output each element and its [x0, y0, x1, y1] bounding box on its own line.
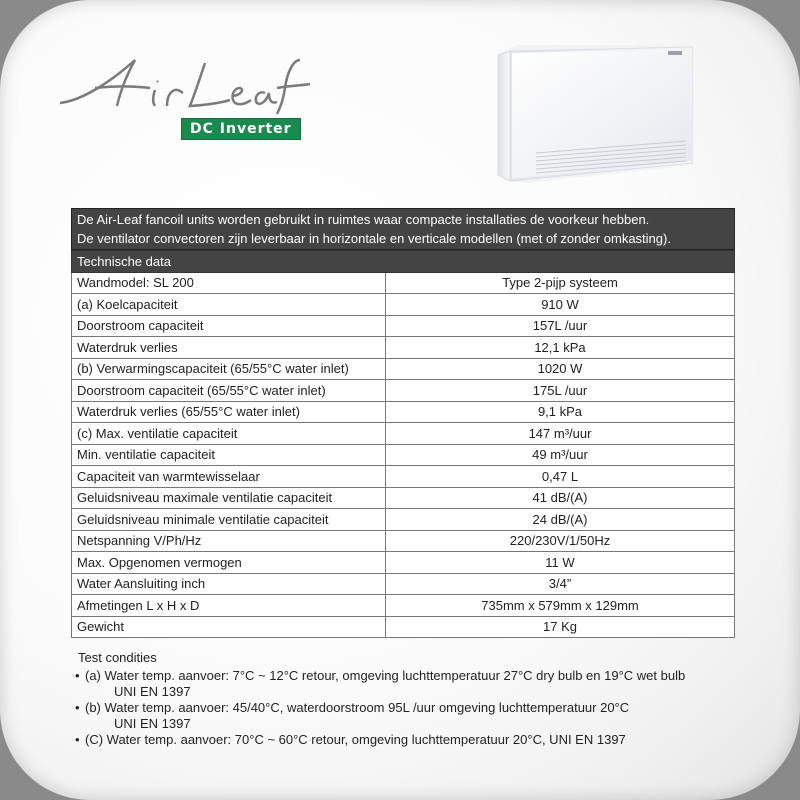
- table-row: [72, 616, 735, 638]
- row-label: (a) Koelcapaciteit: [72, 294, 386, 316]
- bullet-icon: •: [75, 668, 80, 683]
- row-label: Netspanning V/Ph/Hz: [72, 530, 386, 552]
- row-value: 0,47 L: [386, 466, 735, 488]
- table-row: [72, 552, 735, 574]
- table-row: [72, 530, 735, 552]
- dc-inverter-badge: DC Inverter: [181, 118, 301, 140]
- table-header: Technische data: [72, 251, 735, 273]
- airleaf-script-logo: [55, 48, 315, 118]
- list-item: [75, 700, 755, 732]
- row-label: Gewicht: [72, 616, 386, 638]
- note-line: (b) Water temp. aanvoer: 45/40°C, waterdoorstroom 95L /uur omgeving luchttemperatuur 20°C: [85, 700, 630, 715]
- intro-text: [71, 208, 735, 250]
- table-row: [72, 595, 735, 617]
- row-value: 3/4”: [386, 573, 735, 595]
- table-row: [72, 487, 735, 509]
- note-line: (a) Water temp. aanvoer: 7°C ~ 12°C retour, omgeving luchttemperatuur 27°C dry bulb en 19°C wet bulb: [85, 668, 686, 683]
- row-value: 175L /uur: [386, 380, 735, 402]
- table-row: [72, 294, 735, 316]
- list-item: [75, 668, 755, 700]
- table-row: [72, 401, 735, 423]
- fancoil-unit-image: [496, 43, 694, 183]
- intro-line-2: De ventilator convectoren zijn leverbaar in horizontale en verticale modellen (met of zonder omkasting).: [77, 231, 671, 246]
- table-row: [72, 315, 735, 337]
- row-value: 49 m³/uur: [386, 444, 735, 466]
- row-label: Waterdruk verlies: [72, 337, 386, 359]
- row-label: Geluidsniveau minimale ventilatie capaciteit: [72, 509, 386, 531]
- row-value: 910 W: [386, 294, 735, 316]
- row-value: 41 dB/(A): [386, 487, 735, 509]
- bullet-icon: •: [75, 700, 80, 715]
- table-row: [72, 509, 735, 531]
- row-label: Geluidsniveau maximale ventilatie capaciteit: [72, 487, 386, 509]
- table-row: [72, 272, 735, 294]
- note-continuation: UNI EN 1397: [114, 684, 191, 699]
- row-value: 24 dB/(A): [386, 509, 735, 531]
- row-value: 1020 W: [386, 358, 735, 380]
- row-label: (b) Verwarmingscapaciteit (65/55°C water inlet): [72, 358, 386, 380]
- row-value: 12,1 kPa: [386, 337, 735, 359]
- table-row: [72, 380, 735, 402]
- note-line: (C) Water temp. aanvoer: 70°C ~ 60°C retour, omgeving luchttemperatuur 20°C, UNI EN 1397: [85, 732, 626, 747]
- row-value: Type 2-pijp systeem: [386, 272, 735, 294]
- airleaf-logo: [55, 48, 315, 143]
- test-conditions-title: Test condities: [78, 650, 157, 665]
- list-item: [75, 732, 755, 748]
- row-label: Doorstroom capaciteit: [72, 315, 386, 337]
- table-row: [72, 466, 735, 488]
- table-row: [72, 423, 735, 445]
- row-label: Afmetingen L x H x D: [72, 595, 386, 617]
- table-row: [72, 573, 735, 595]
- note-continuation: UNI EN 1397: [114, 716, 191, 731]
- row-label: Wandmodel: SL 200: [72, 272, 386, 294]
- row-label: Max. Opgenomen vermogen: [72, 552, 386, 574]
- row-value: 17 Kg: [386, 616, 735, 638]
- row-value: 11 W: [386, 552, 735, 574]
- row-value: 220/230V/1/50Hz: [386, 530, 735, 552]
- row-label: Doorstroom capaciteit (65/55°C water inlet): [72, 380, 386, 402]
- table-row: [72, 444, 735, 466]
- intro-line-1: De Air-Leaf fancoil units worden gebruikt in ruimtes waar compacte installaties de voorkeur hebben.: [77, 212, 650, 227]
- row-label: (c) Max. ventilatie capaciteit: [72, 423, 386, 445]
- row-label: Waterdruk verlies (65/55°C water inlet): [72, 401, 386, 423]
- table-header-row: [72, 251, 735, 273]
- row-value: 157L /uur: [386, 315, 735, 337]
- row-label: Water Aansluiting inch: [72, 573, 386, 595]
- test-conditions: [75, 650, 755, 748]
- row-label: Min. ventilatie capaciteit: [72, 444, 386, 466]
- row-value: 9,1 kPa: [386, 401, 735, 423]
- row-label: Capaciteit van warmtewisselaar: [72, 466, 386, 488]
- row-value: 147 m³/uur: [386, 423, 735, 445]
- row-value: 735mm x 579mm x 129mm: [386, 595, 735, 617]
- bullet-icon: •: [75, 732, 80, 747]
- spec-table: [71, 250, 735, 638]
- table-row: [72, 358, 735, 380]
- table-row: [72, 337, 735, 359]
